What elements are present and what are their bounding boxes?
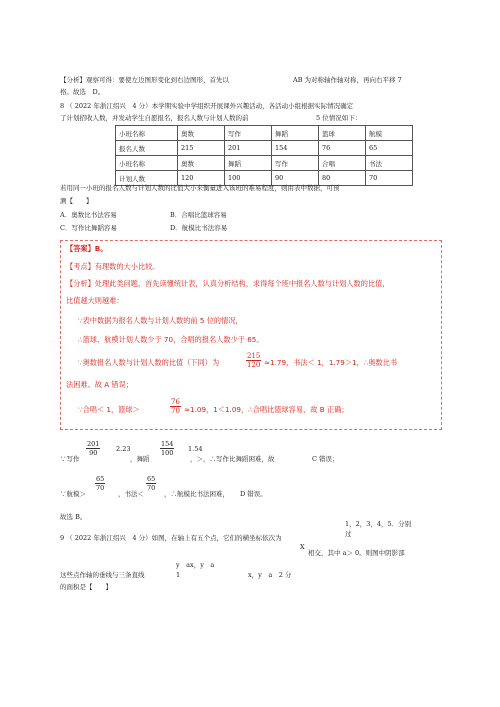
question-9-guo: 过: [345, 530, 352, 538]
working-line-2-prefix: ∵航模＞: [60, 490, 86, 498]
analysis-text-1a: 【分析】观察可得：要使左边图形变化到右边图形，首先以: [60, 76, 229, 84]
table-row: 计划人数 120 100 90 80 70: [116, 171, 413, 186]
question-9-one: 1: [176, 571, 181, 579]
question-9-line-4: 的面积是【 】: [60, 583, 112, 591]
answer-line: 【答案】B。: [66, 244, 108, 253]
working-line-1-mid: ，舞蹈: [130, 455, 150, 463]
fraction-65-70-a: $\frac{65}{70}$: [96, 475, 105, 492]
question-9-eq-1: y ax，y a: [176, 561, 215, 569]
solution-line-1: 【分析】处理此类问题，首先读懂统计表，认真分析结构，求得每个班中报名人数与计划人数的比值，: [66, 279, 390, 288]
question-8-line-4: 测【 】: [60, 197, 93, 205]
solution-line-2: 比值越大则越难：: [66, 296, 124, 305]
option-c: C．写作比舞蹈容易: [60, 224, 117, 232]
solution-line-3: ∵表中数据为报名人数与计划人数的前 5 位的情况，: [78, 316, 243, 325]
working-line-1-prefix: ∵写作: [60, 455, 80, 463]
working-line-1-tail: ，＞，∴写作比舞蹈困难，故: [190, 455, 275, 463]
fraction-154-100: $\frac{154}{100}$: [161, 440, 174, 457]
solution-line-5a: ∵奥数报名人数与计划人数的比值（下同）为: [78, 358, 220, 367]
option-a: A．奥数比书法容易: [60, 211, 117, 219]
solution-line-7b: ≈1.09，1＜1.09，∴合唱比篮球容易，故 B 正确；: [184, 405, 349, 414]
table-row: 报名人数 215 201 154 76 65: [116, 141, 413, 156]
fraction-215-120: $\frac{215}{120}$: [247, 352, 261, 369]
data-table: [115, 125, 413, 186]
option-d: D．航模比书法容易: [170, 224, 228, 232]
solution-line-5b: ≈1.79，书法＜ 1，1.79＞1，∴奥数比书: [264, 358, 398, 367]
table-row: 小班名称 奥数 舞蹈 写作 合唱 书法: [116, 156, 413, 171]
solution-line-4: ∴篮球、航模计划人数少于 70，合唱的报名人数少于 65。: [78, 335, 264, 344]
question-9-eq-2: x，y a 2 分: [248, 571, 292, 579]
working-line-1-c: C 错误；: [312, 455, 339, 463]
knowledge-point: 【考点】有理数的大小比较。: [66, 262, 160, 271]
analysis-text-2: 格。故选 D。: [60, 88, 105, 96]
question-9-line-1: 9 （ 2022 年浙江绍兴 4 分）如图，在轴上有五个点，它们的横坐标依次为: [60, 534, 282, 542]
question-9-x: X: [300, 543, 305, 551]
working-line-2-d: D 错误。: [240, 490, 267, 498]
table-row: 小班名称 奥数 写作 舞蹈 篮球 航模: [116, 126, 413, 141]
fraction-201-90: $\frac{201}{90}$: [87, 440, 100, 457]
fraction-65-70-b: $\frac{65}{70}$: [147, 475, 156, 492]
working-line-2-mid: ，书法＜: [118, 490, 144, 498]
question-8-line-2b: 5 位情况如下：: [316, 114, 362, 122]
solution-line-7a: ∵合唱＜ 1，篮球＞: [78, 405, 140, 414]
working-line-3: 故选 B。: [60, 513, 87, 521]
value-1-54: 1.54: [188, 445, 203, 453]
value-2-23: 2.23: [116, 445, 131, 453]
fraction-76-70: $\frac{76}{70}$: [171, 398, 180, 415]
question-9-coordinates: 1，2，3，4，5．分别: [345, 520, 412, 528]
working-line-2-tail: ，∴航模比书法困难，: [164, 490, 229, 498]
question-8-line-1: 8 （ 2022 年浙江绍兴 4 分）本学期实验中学组织开展课外兴趣活动，各活动小组根据实际情况确定: [60, 102, 354, 110]
question-9-line-2: 相交，其中 a＞ 0。则图中阴影部: [308, 549, 405, 557]
analysis-text-1b: AB 为对称轴作轴对称，再向右平移 7: [293, 76, 402, 84]
solution-line-6: 法困难。故 A 错误；: [66, 380, 133, 389]
option-b: B．合唱比篮球容易: [170, 211, 227, 219]
question-9-line-3: 这些点作轴的垂线与三条直线: [60, 571, 145, 579]
question-8-line-2a: 了计划招收人数，并发动学生自愿报名，报名人数与计划人数的前: [60, 114, 249, 122]
question-8-line-3: 若用同一小班的报名人数与计划人数的比值大小来衡量进入该班的难易程度，则由表中数据，可预: [60, 184, 340, 192]
